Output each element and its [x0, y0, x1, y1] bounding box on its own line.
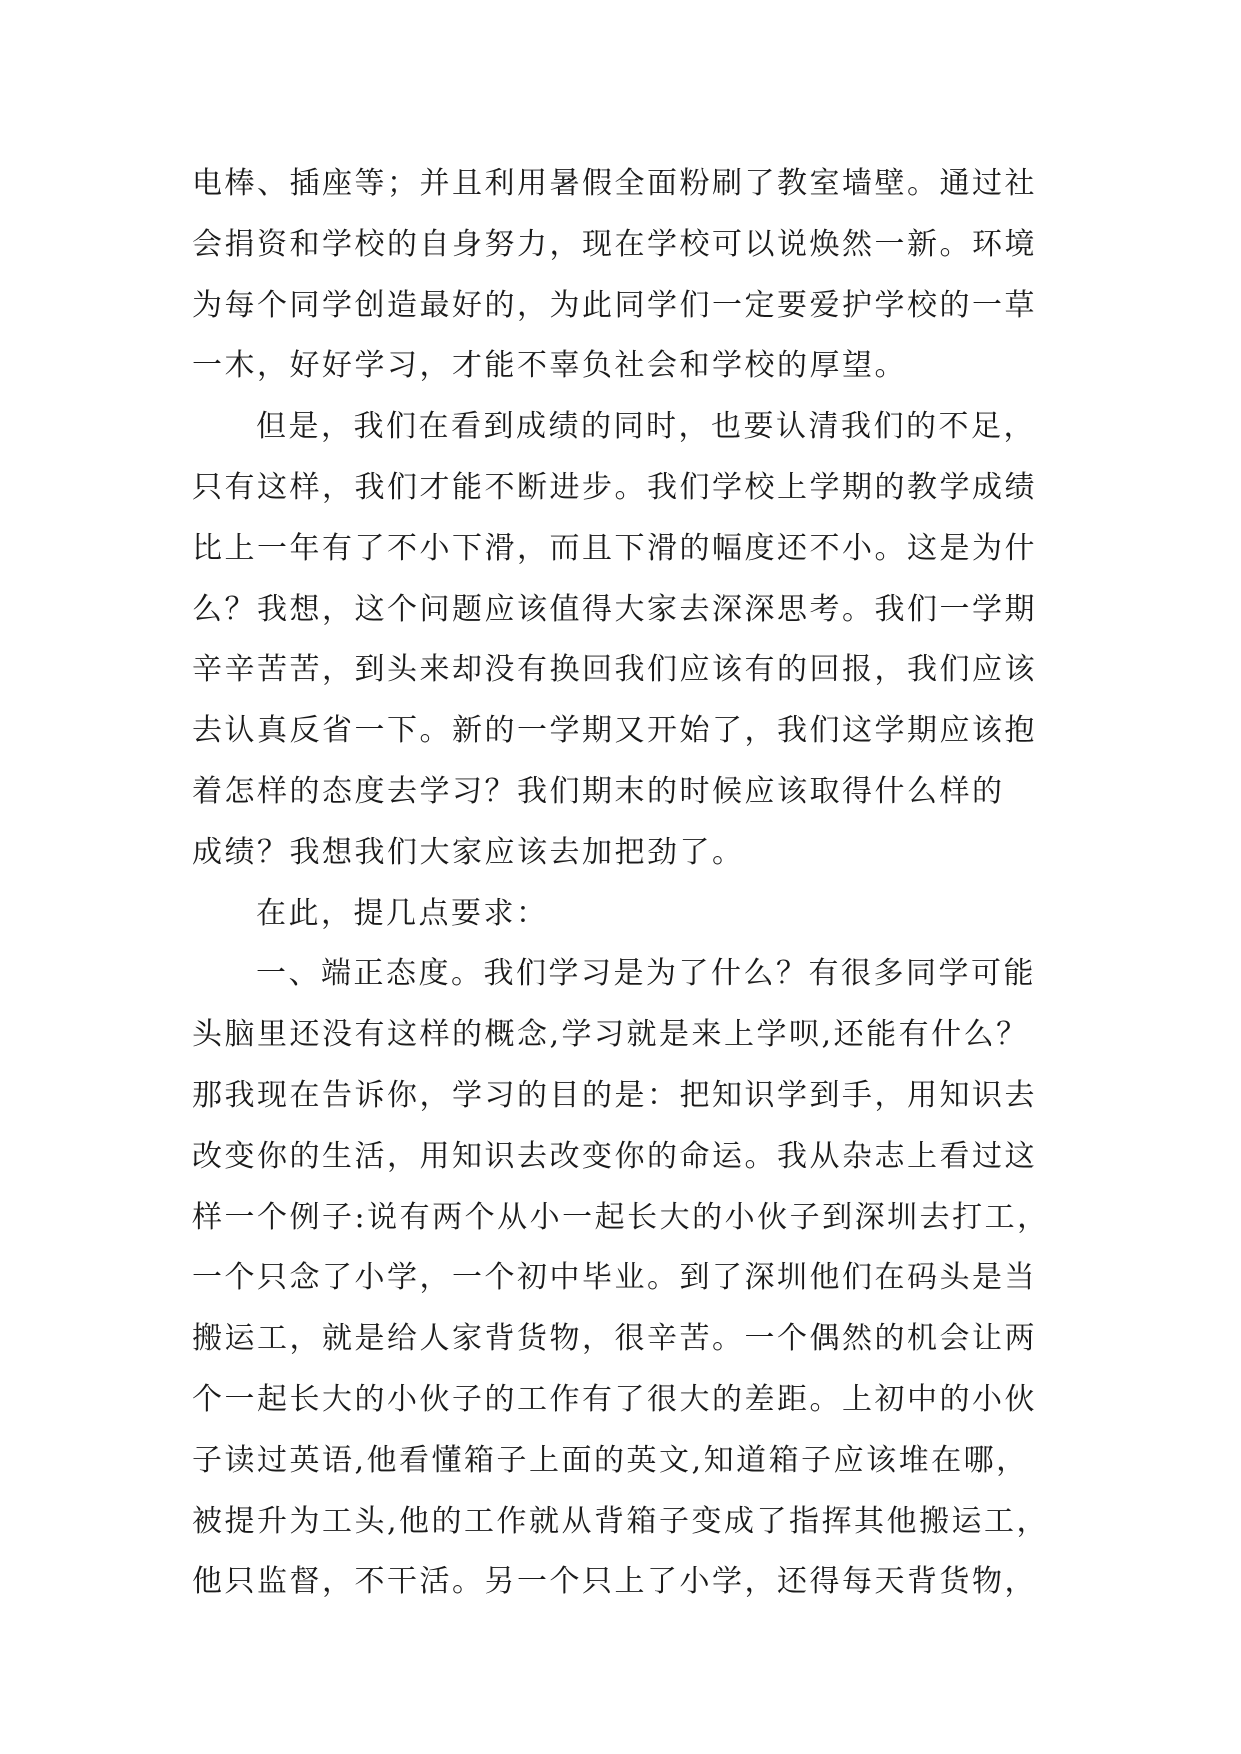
paragraph-first-line: 但是，我们在看到成绩的同时，也要认清我们的不足，: [256, 409, 1036, 445]
text-line: 那我现在告诉你，学习的目的是：把知识学到手，用知识去: [192, 1077, 1037, 1113]
text-line: 去认真反省一下。新的一学期又开始了，我们这学期应该抱: [192, 713, 1037, 749]
text-line: 只有这样，我们才能不断进步。我们学校上学期的教学成绩: [192, 469, 1037, 505]
paragraph-first-line: 在此，提几点要求：: [256, 895, 549, 931]
text-line: 会捐资和学校的自身努力，现在学校可以说焕然一新。环境: [192, 226, 1037, 262]
paragraph-first-line: 一、端正态度。我们学习是为了什么？有很多同学可能: [256, 956, 1036, 992]
text-line: 改变你的生活，用知识去改变你的命运。我从杂志上看过这: [192, 1138, 1037, 1174]
text-line: 辛辛苦苦，到头来却没有换回我们应该有的回报，我们应该: [192, 652, 1037, 688]
text-line: 个一起长大的小伙子的工作有了很大的差距。上初中的小伙: [192, 1381, 1037, 1417]
text-line: 么？我想，这个问题应该值得大家去深深思考。我们一学期: [192, 591, 1037, 627]
text-line: 头脑里还没有这样的概念,学习就是来上学呗,还能有什么？: [192, 1017, 1029, 1053]
text-line: 比上一年有了不小下滑，而且下滑的幅度还不小。这是为什: [192, 530, 1037, 566]
text-line: 被提升为工头,他的工作就从背箱子变成了指挥其他搬运工，: [192, 1503, 1050, 1539]
text-line: 成绩？我想我们大家应该去加把劲了。: [192, 834, 745, 870]
text-line: 搬运工，就是给人家背货物，很辛苦。一个偶然的机会让两: [192, 1321, 1037, 1357]
text-line: 样一个例子:说有两个从小一起长大的小伙子到深圳去打工，: [192, 1199, 1050, 1235]
text-line: 为每个同学创造最好的，为此同学们一定要爱护学校的一草: [192, 287, 1037, 323]
text-line: 电棒、插座等；并且利用暑假全面粉刷了教室墙壁。通过社: [192, 166, 1037, 201]
text-line: 他只监督，不干活。另一个只上了小学，还得每天背货物，: [192, 1564, 1037, 1600]
body-text: [192, 154, 1052, 1613]
text-line: 着怎样的态度去学习？我们期末的时候应该取得什么样的: [192, 773, 1005, 809]
text-line: 一木，好好学习，才能不辜负社会和学校的厚望。: [192, 348, 907, 384]
text-line: 子读过英语,他看懂箱子上面的英文,知道箱子应该堆在哪，: [192, 1442, 1029, 1478]
text-line: 一个只念了小学，一个初中毕业。到了深圳他们在码头是当: [192, 1260, 1037, 1296]
